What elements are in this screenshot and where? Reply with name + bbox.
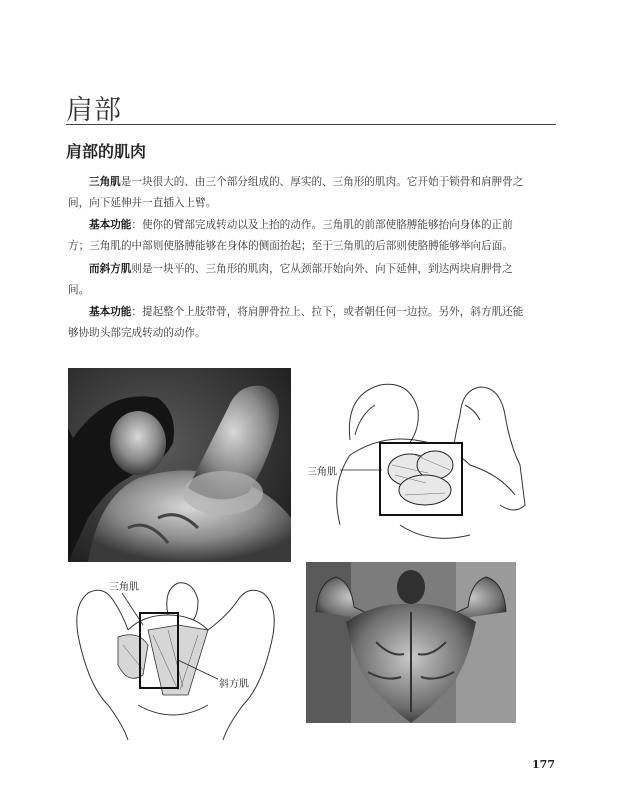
section-heading: 肩部的肌肉 — [66, 142, 147, 161]
diagram-deltoid — [300, 375, 530, 565]
label-deltoid: 三角肌 — [306, 463, 338, 478]
diagram-trapezius — [68, 575, 293, 740]
title-divider — [66, 124, 556, 125]
diagram-trapezius-drawing — [68, 575, 293, 740]
body-text — [68, 172, 530, 346]
paragraph-deltoid — [68, 172, 530, 213]
term-function-2: 基本功能 — [89, 306, 132, 319]
photo-front-flex-image — [68, 368, 291, 562]
paragraph-trapezius — [68, 259, 530, 300]
term-trapezius: 而斜方肌 — [89, 262, 132, 275]
paragraph-deltoid-text: 是一块很大的、由三个部分组成的、厚实的、三角形的肌肉。它开始于锁骨和肩胛骨之间，向下延伸并一直插入上臂。 — [68, 176, 524, 209]
photo-back-pose-image — [306, 562, 516, 723]
photo-back-pose — [306, 562, 516, 723]
paragraph-deltoid-function-text: ：使你的臂部完成转动以及上抬的动作。三角肌的前部使胳膊能够抬向身体的正前方；三角肌的中部则使胳膊能够在身体的侧面抬起；至于三角肌的后部则使胳膊能够举向后面。 — [68, 219, 513, 253]
page-number: 177 — [532, 758, 555, 771]
label-trapezius: 斜方肌 — [218, 675, 250, 690]
label-back-deltoid: 三角肌 — [108, 578, 140, 593]
paragraph-trapezius-text: 则是一块平的、三角形的肌肉，它从颈部开始向外、向下延伸，到达两块肩胛骨之间。 — [68, 262, 513, 296]
paragraph-deltoid-function — [68, 215, 530, 256]
page-title: 肩部 — [66, 95, 122, 126]
paragraph-trapezius-function — [68, 302, 530, 343]
photo-front-flex — [68, 368, 291, 562]
term-function-1: 基本功能 — [89, 219, 132, 232]
paragraph-trapezius-function-text: ：提起整个上肢带骨，将肩胛骨拉上、拉下，或者朝任何一边拉。另外，斜方肌还能够协助头部完成转动的动作。 — [68, 306, 524, 339]
term-deltoid: 三角肌 — [89, 176, 121, 188]
